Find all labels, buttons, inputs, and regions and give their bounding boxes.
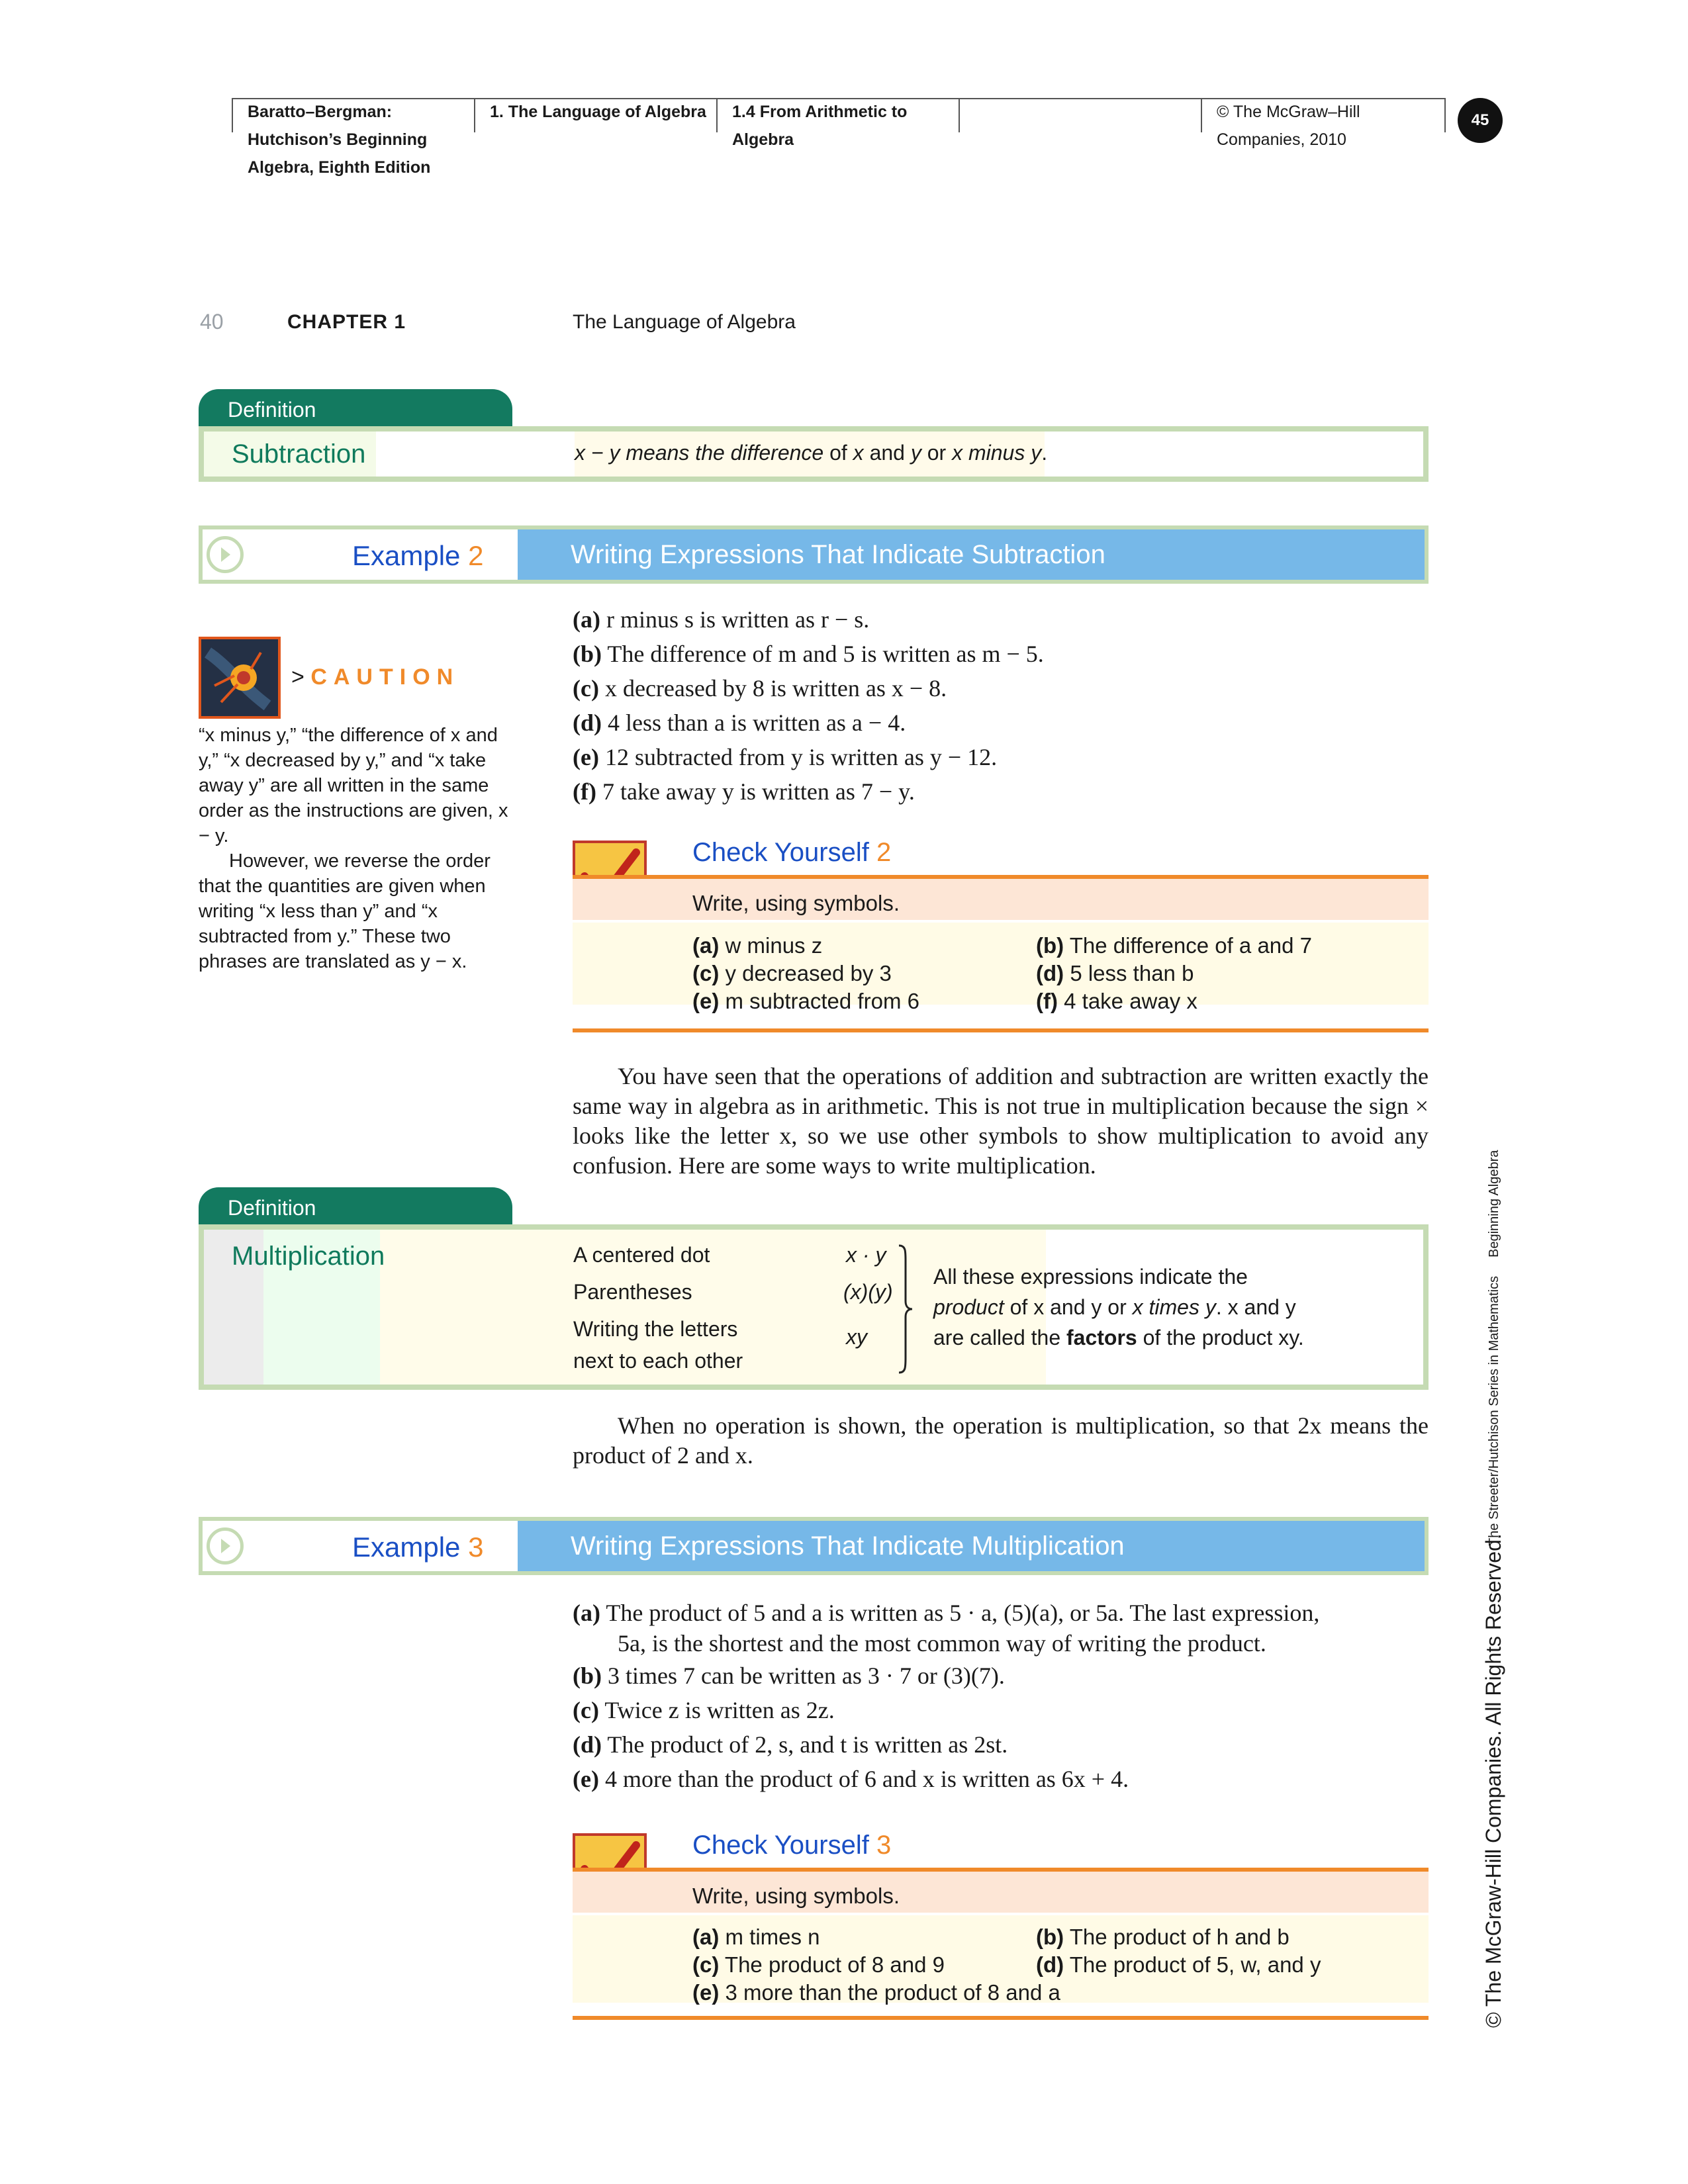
list-item — [573, 740, 1433, 774]
answer-text: The product of 8 and 9 — [724, 1952, 945, 1977]
list-item — [573, 1762, 1433, 1796]
item-tag: (a) — [573, 606, 600, 633]
answer-tag: (a) — [692, 1925, 720, 1949]
check-answers — [573, 1915, 1429, 2003]
check-answers — [573, 923, 1429, 1013]
item-tag: (d) — [573, 1731, 602, 1758]
page-number: 40 — [200, 310, 224, 334]
sidebar-series: Beginning Algebra — [1487, 1150, 1501, 1257]
note-part: factors — [1066, 1326, 1137, 1349]
item-text: Twice z is written as 2z. — [604, 1697, 835, 1723]
sidebar-rights: © The McGraw-Hill Companies. All Rights Reserved. — [1481, 1533, 1505, 2028]
answer-text: w minus z — [725, 933, 823, 958]
answer-item — [692, 987, 919, 1015]
item-tag: (d) — [573, 709, 602, 736]
mult-method: next to each other — [573, 1349, 743, 1373]
brace-icon — [896, 1244, 914, 1374]
header-copyright-line: © The McGraw–Hill — [1217, 103, 1360, 121]
item-text: 3 times 7 can be written as 3 · 7 or (3)(7). — [608, 1662, 1005, 1689]
mult-method: Writing the letters — [573, 1317, 738, 1341]
note-part: of x and y or — [1004, 1295, 1133, 1319]
list-item — [573, 1659, 1433, 1693]
item-tag: (b) — [573, 641, 602, 667]
example-label — [352, 1531, 483, 1563]
answer-tag: (d) — [1036, 1952, 1064, 1977]
check-number: 2 — [876, 838, 892, 867]
answer-item — [1036, 1923, 1289, 1951]
mult-row — [573, 1280, 692, 1304]
answer-tag: (b) — [1036, 1925, 1064, 1949]
mult-note-line — [933, 1322, 1304, 1353]
running-title: The Language of Algebra — [573, 311, 796, 333]
example-word: Example — [352, 1531, 461, 1563]
definition-term: Subtraction — [232, 439, 366, 469]
header-divider — [959, 98, 960, 132]
answer-item — [692, 1923, 820, 1951]
item-text: 7 take away y is written as 7 − y. — [602, 778, 915, 805]
answer-text: 5 less than b — [1070, 961, 1194, 985]
header-copyright — [1202, 98, 1444, 154]
check-instruction-band — [573, 1872, 1429, 1913]
def-text-part: difference — [730, 441, 824, 465]
example-2-bar — [199, 525, 1429, 584]
check-number: 3 — [876, 1831, 892, 1860]
check-rule — [573, 1028, 1429, 1032]
item-tag: (c) — [573, 675, 599, 702]
def-text-part: y — [910, 441, 921, 465]
play-icon[interactable] — [207, 536, 244, 573]
answer-tag: (c) — [692, 961, 720, 985]
answer-text: 4 take away x — [1064, 989, 1197, 1013]
def-text-part: and — [863, 441, 911, 465]
item-text: The product of 2, s, and t is written as 2st. — [607, 1731, 1008, 1758]
mult-note — [933, 1261, 1304, 1353]
body-paragraph: You have seen that the operations of addition and subtraction are written exactly the same way in algebra as in arithmetic. This is not true in multiplication because the sign × looks like the letter x, so we use other symbols to show multiplication to avoid any confusion. Here are some ways to write multiplication. — [573, 1063, 1429, 1179]
page-badge: 45 — [1458, 98, 1503, 143]
item-text: x decreased by 8 is written as x − 8. — [604, 675, 947, 702]
def-text-part: . — [1041, 441, 1048, 465]
item-tag: (e) — [573, 1766, 599, 1792]
check-label: Check Yourself — [692, 1831, 869, 1860]
example-3-bar — [199, 1517, 1429, 1575]
item-text: 4 less than a is written as a − 4. — [608, 709, 906, 736]
header-copyright-line: Companies, 2010 — [1217, 130, 1346, 149]
caution-para: “x minus y,” “the difference of x and y,” “x decreased by y,” and “x take away y” are all written in the same order as the instructions are given, x − y. — [199, 725, 508, 846]
check-yourself-title — [692, 1831, 891, 1860]
answer-item — [1036, 987, 1197, 1015]
answer-tag: (b) — [1036, 933, 1064, 958]
item-text: 5a, is the shortest and the most common way of writing the product. — [618, 1630, 1266, 1657]
def-text-part: x minus y — [952, 441, 1042, 465]
example-label — [352, 540, 483, 572]
list-item — [573, 774, 1433, 809]
list-item — [573, 671, 1433, 705]
answer-text: m subtracted from 6 — [725, 989, 919, 1013]
def-text-part: of — [823, 441, 853, 465]
example-word: Example — [352, 540, 461, 571]
answer-item — [1036, 932, 1312, 960]
note-part: . x and y — [1215, 1295, 1296, 1319]
item-text: 12 subtracted from y is written as y − 12. — [604, 744, 998, 770]
caution-heading — [291, 664, 459, 690]
header-book-line: Hutchison’s Beginning — [248, 130, 428, 149]
answer-tag: (e) — [692, 989, 720, 1013]
header-chapter-text: 1. The Language of Algebra — [490, 103, 706, 121]
def-text-part: or — [921, 441, 953, 465]
check-instruction-band — [573, 879, 1429, 920]
header-book-line: Algebra, Eighth Edition — [248, 158, 431, 177]
answer-item — [1036, 960, 1194, 987]
definition-tab: Definition — [199, 389, 512, 426]
mult-note-line — [933, 1292, 1304, 1322]
list-item — [573, 1727, 1433, 1762]
example-number: 3 — [468, 1531, 484, 1563]
item-tag: (a) — [573, 1600, 600, 1626]
example-title: Writing Expressions That Indicate Multiplication — [518, 1521, 1425, 1571]
check-instruction: Write, using symbols. — [692, 891, 900, 915]
header-section-line: Algebra — [732, 130, 794, 149]
list-item — [573, 637, 1433, 671]
play-icon[interactable] — [207, 1527, 244, 1565]
mult-method: Parentheses — [573, 1280, 692, 1304]
list-item — [573, 1628, 1433, 1659]
list-item — [573, 705, 1433, 740]
item-tag: (b) — [573, 1662, 602, 1689]
answer-item — [692, 960, 892, 987]
definition-term: Multiplication — [232, 1242, 385, 1271]
definition-text — [575, 441, 1047, 465]
item-tag: (e) — [573, 744, 599, 770]
header-book — [233, 98, 474, 181]
mult-symbol: (x)(y) — [843, 1280, 893, 1304]
item-tag: (c) — [573, 1697, 599, 1723]
mult-symbol: x · y — [846, 1243, 886, 1267]
mult-row — [573, 1349, 743, 1373]
mult-row — [573, 1317, 737, 1342]
list-item — [573, 602, 1433, 637]
header-section — [718, 98, 959, 154]
mult-row — [573, 1243, 710, 1267]
definition-subtraction-box — [199, 426, 1429, 482]
chapter-label: CHAPTER 1 — [287, 311, 406, 333]
answer-text: y decreased by 3 — [725, 961, 892, 985]
caution-text — [199, 723, 510, 974]
mult-symbol: xy — [846, 1325, 867, 1349]
answer-item — [692, 1979, 1060, 2007]
answer-text: The product of 5, w, and y — [1069, 1952, 1321, 1977]
caution-icon — [199, 637, 281, 719]
example-2-list — [573, 602, 1433, 809]
item-tag: (f) — [573, 778, 596, 805]
answer-text: The difference of a and 7 — [1069, 933, 1313, 958]
caution-arrow: > — [291, 664, 305, 690]
example-3-list — [573, 1598, 1433, 1796]
answer-tag: (c) — [692, 1952, 720, 1977]
item-text: The product of 5 and a is written as 5 · a, (5)(a), or 5a. The last expression, — [606, 1600, 1320, 1626]
example-number: 2 — [468, 540, 484, 571]
answer-tag: (f) — [1036, 989, 1058, 1013]
answer-text: 3 more than the product of 8 and a — [725, 1980, 1060, 2005]
answer-item — [692, 932, 822, 960]
answer-tag: (a) — [692, 933, 720, 958]
list-item — [573, 1598, 1433, 1628]
caution-word: CAUTION — [310, 664, 460, 690]
example-title: Writing Expressions That Indicate Subtraction — [518, 529, 1425, 580]
answer-item — [1036, 1951, 1321, 1979]
answer-item — [692, 1951, 945, 1979]
check-label: Check Yourself — [692, 838, 869, 867]
check-rule — [573, 2016, 1429, 2020]
header-book-line: Baratto–Bergman: — [248, 103, 393, 121]
header-chapter — [475, 98, 716, 126]
note-part: x times y — [1132, 1295, 1216, 1319]
sidebar-publisher-series: The Streeter/Hutchison Series in Mathematics — [1487, 1276, 1501, 1546]
def-text-part: x − y means the — [575, 441, 731, 465]
definition-multiplication-box — [199, 1224, 1429, 1390]
note-part: are called the — [933, 1326, 1067, 1349]
body-paragraph: When no operation is shown, the operation is multiplication, so that 2x means the product of 2 and x. — [573, 1412, 1429, 1469]
answer-tag: (d) — [1036, 961, 1064, 985]
definition-tab: Definition — [199, 1187, 512, 1224]
item-text: 4 more than the product of 6 and x is written as 6x + 4. — [604, 1766, 1129, 1792]
answer-text: m times n — [725, 1925, 820, 1949]
header-section-line: 1.4 From Arithmetic to — [732, 103, 908, 121]
note-part: product — [933, 1295, 1004, 1319]
def-text-part: x — [853, 441, 864, 465]
mult-note-line: All these expressions indicate the — [933, 1265, 1248, 1289]
answer-tag: (e) — [692, 1980, 720, 2005]
item-text: The difference of m and 5 is written as m − 5. — [607, 641, 1044, 667]
header-divider — [1444, 98, 1446, 132]
check-instruction: Write, using symbols. — [692, 1884, 900, 1908]
caution-para: However, we reverse the order that the quantities are given when writing “x less than y” and “x subtracted from y.” These two phrases are translated as y − x. — [199, 850, 491, 972]
mult-method: A centered dot — [573, 1243, 710, 1267]
note-part: of the product xy. — [1137, 1326, 1304, 1349]
item-text: r minus s is written as r − s. — [606, 606, 870, 633]
answer-text: The product of h and b — [1069, 1925, 1289, 1949]
check-yourself-title — [692, 838, 891, 868]
list-item — [573, 1693, 1433, 1727]
